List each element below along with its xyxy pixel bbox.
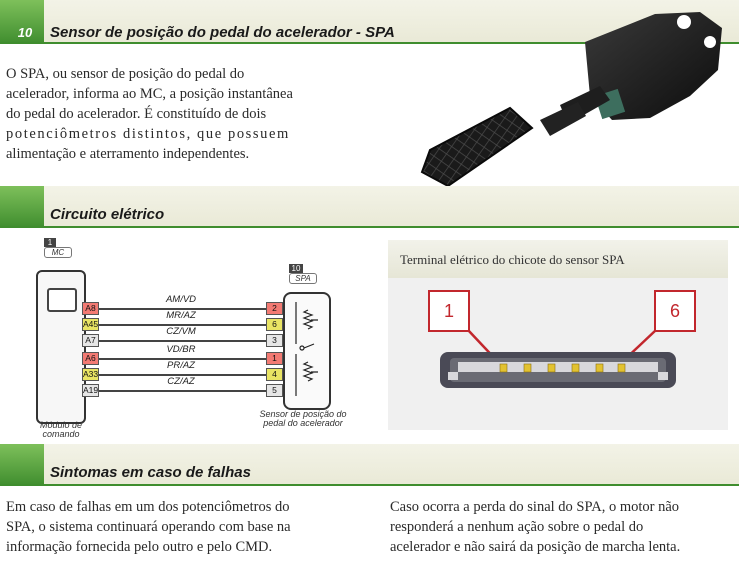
symptoms-left-paragraph bbox=[6, 497, 346, 557]
text-line: informação fornecida pelo outro e pelo CMD. bbox=[6, 539, 273, 555]
spa-pin: 5 bbox=[266, 384, 283, 397]
text-line: acelerador e não sairá da posição de marcha lenta. bbox=[390, 539, 681, 555]
caption-line: Sensor de posição do bbox=[259, 409, 347, 419]
terminal-panel bbox=[388, 240, 728, 430]
spa-tag-number: 10 bbox=[289, 264, 303, 273]
wire-color-label: MR/AZ bbox=[166, 310, 196, 321]
spa-tag bbox=[289, 264, 317, 284]
spa-pin: 1 bbox=[266, 352, 283, 365]
circuit-diagram bbox=[0, 234, 370, 444]
wire-color-label: CZ/VM bbox=[166, 326, 196, 337]
spa-pin: 2 bbox=[266, 302, 283, 315]
divider bbox=[0, 484, 739, 486]
section-number: 10 bbox=[17, 25, 33, 40]
text-line: alimentação e aterramento independentes. bbox=[6, 146, 250, 162]
section-title: Circuito elétrico bbox=[50, 206, 165, 223]
section-header-symptoms bbox=[0, 444, 739, 486]
spa-tag-name: SPA bbox=[289, 273, 317, 284]
spa-caption bbox=[248, 410, 358, 428]
text-line: O SPA, ou sensor de posição do pedal do bbox=[6, 66, 245, 82]
intro-paragraph bbox=[6, 64, 346, 164]
wire bbox=[99, 390, 266, 392]
wire bbox=[99, 340, 266, 342]
section-marker bbox=[0, 444, 44, 486]
section-header-circuit bbox=[0, 186, 739, 228]
mc-caption bbox=[34, 421, 88, 439]
mc-pin: A7 bbox=[82, 334, 99, 347]
mc-pin: A6 bbox=[82, 352, 99, 365]
section-title: Sintomas em caso de falhas bbox=[50, 464, 251, 481]
text-line: potenciômetros distintos, que possuem bbox=[6, 126, 290, 142]
mc-tag-name: MC bbox=[44, 247, 72, 258]
symptoms-right-paragraph bbox=[390, 497, 730, 557]
callout-pin-1: 1 bbox=[428, 290, 470, 332]
divider bbox=[0, 226, 739, 228]
text-line: responderá a nenhum ação sobre o pedal do bbox=[390, 519, 644, 535]
spa-pin: 4 bbox=[266, 368, 283, 381]
terminal-connector bbox=[388, 240, 728, 430]
caption-line: Módulo de bbox=[39, 420, 83, 430]
text-line: Caso ocorra a perda do sinal do SPA, o motor não bbox=[390, 499, 680, 515]
wire-color-label: VD/BR bbox=[166, 344, 196, 355]
wire-color-label: PR/AZ bbox=[167, 360, 195, 371]
text-line: Em caso de falhas em um dos potenciômetros do bbox=[6, 499, 290, 515]
mc-tag-number: 1 bbox=[44, 238, 56, 247]
mc-module-box bbox=[36, 270, 86, 424]
mc-pin: A8 bbox=[82, 302, 99, 315]
text-line: acelerador, informa ao MC, a posição instantânea bbox=[6, 86, 293, 102]
text-line: SPA, o sistema continuará operando com base na bbox=[6, 519, 291, 535]
potentiometer-symbols bbox=[288, 296, 324, 402]
caption-line: pedal do acelerador bbox=[263, 418, 343, 428]
section-marker bbox=[0, 186, 44, 228]
caption-line: comando bbox=[42, 429, 80, 439]
wire-color-label: AM/VD bbox=[165, 294, 197, 305]
terminal-panel-title: Terminal elétrico do chicote do sensor SPA bbox=[400, 252, 625, 267]
section-title: Sensor de posição do pedal do acelerador - SPA bbox=[50, 24, 395, 41]
text-line: do pedal do acelerador. É constituído de dois bbox=[6, 106, 267, 122]
wire-color-label: CZ/AZ bbox=[167, 376, 195, 387]
spa-pin: 6 bbox=[266, 318, 283, 331]
spa-pin: 3 bbox=[266, 334, 283, 347]
mc-tag bbox=[44, 238, 72, 258]
mc-pin: A19 bbox=[83, 385, 99, 395]
mc-pin: A45 bbox=[83, 319, 99, 329]
mc-pin: A33 bbox=[83, 369, 99, 379]
callout-pin-6: 6 bbox=[654, 290, 696, 332]
accelerator-pedal-image bbox=[400, 0, 739, 190]
chip-icon bbox=[47, 288, 77, 312]
